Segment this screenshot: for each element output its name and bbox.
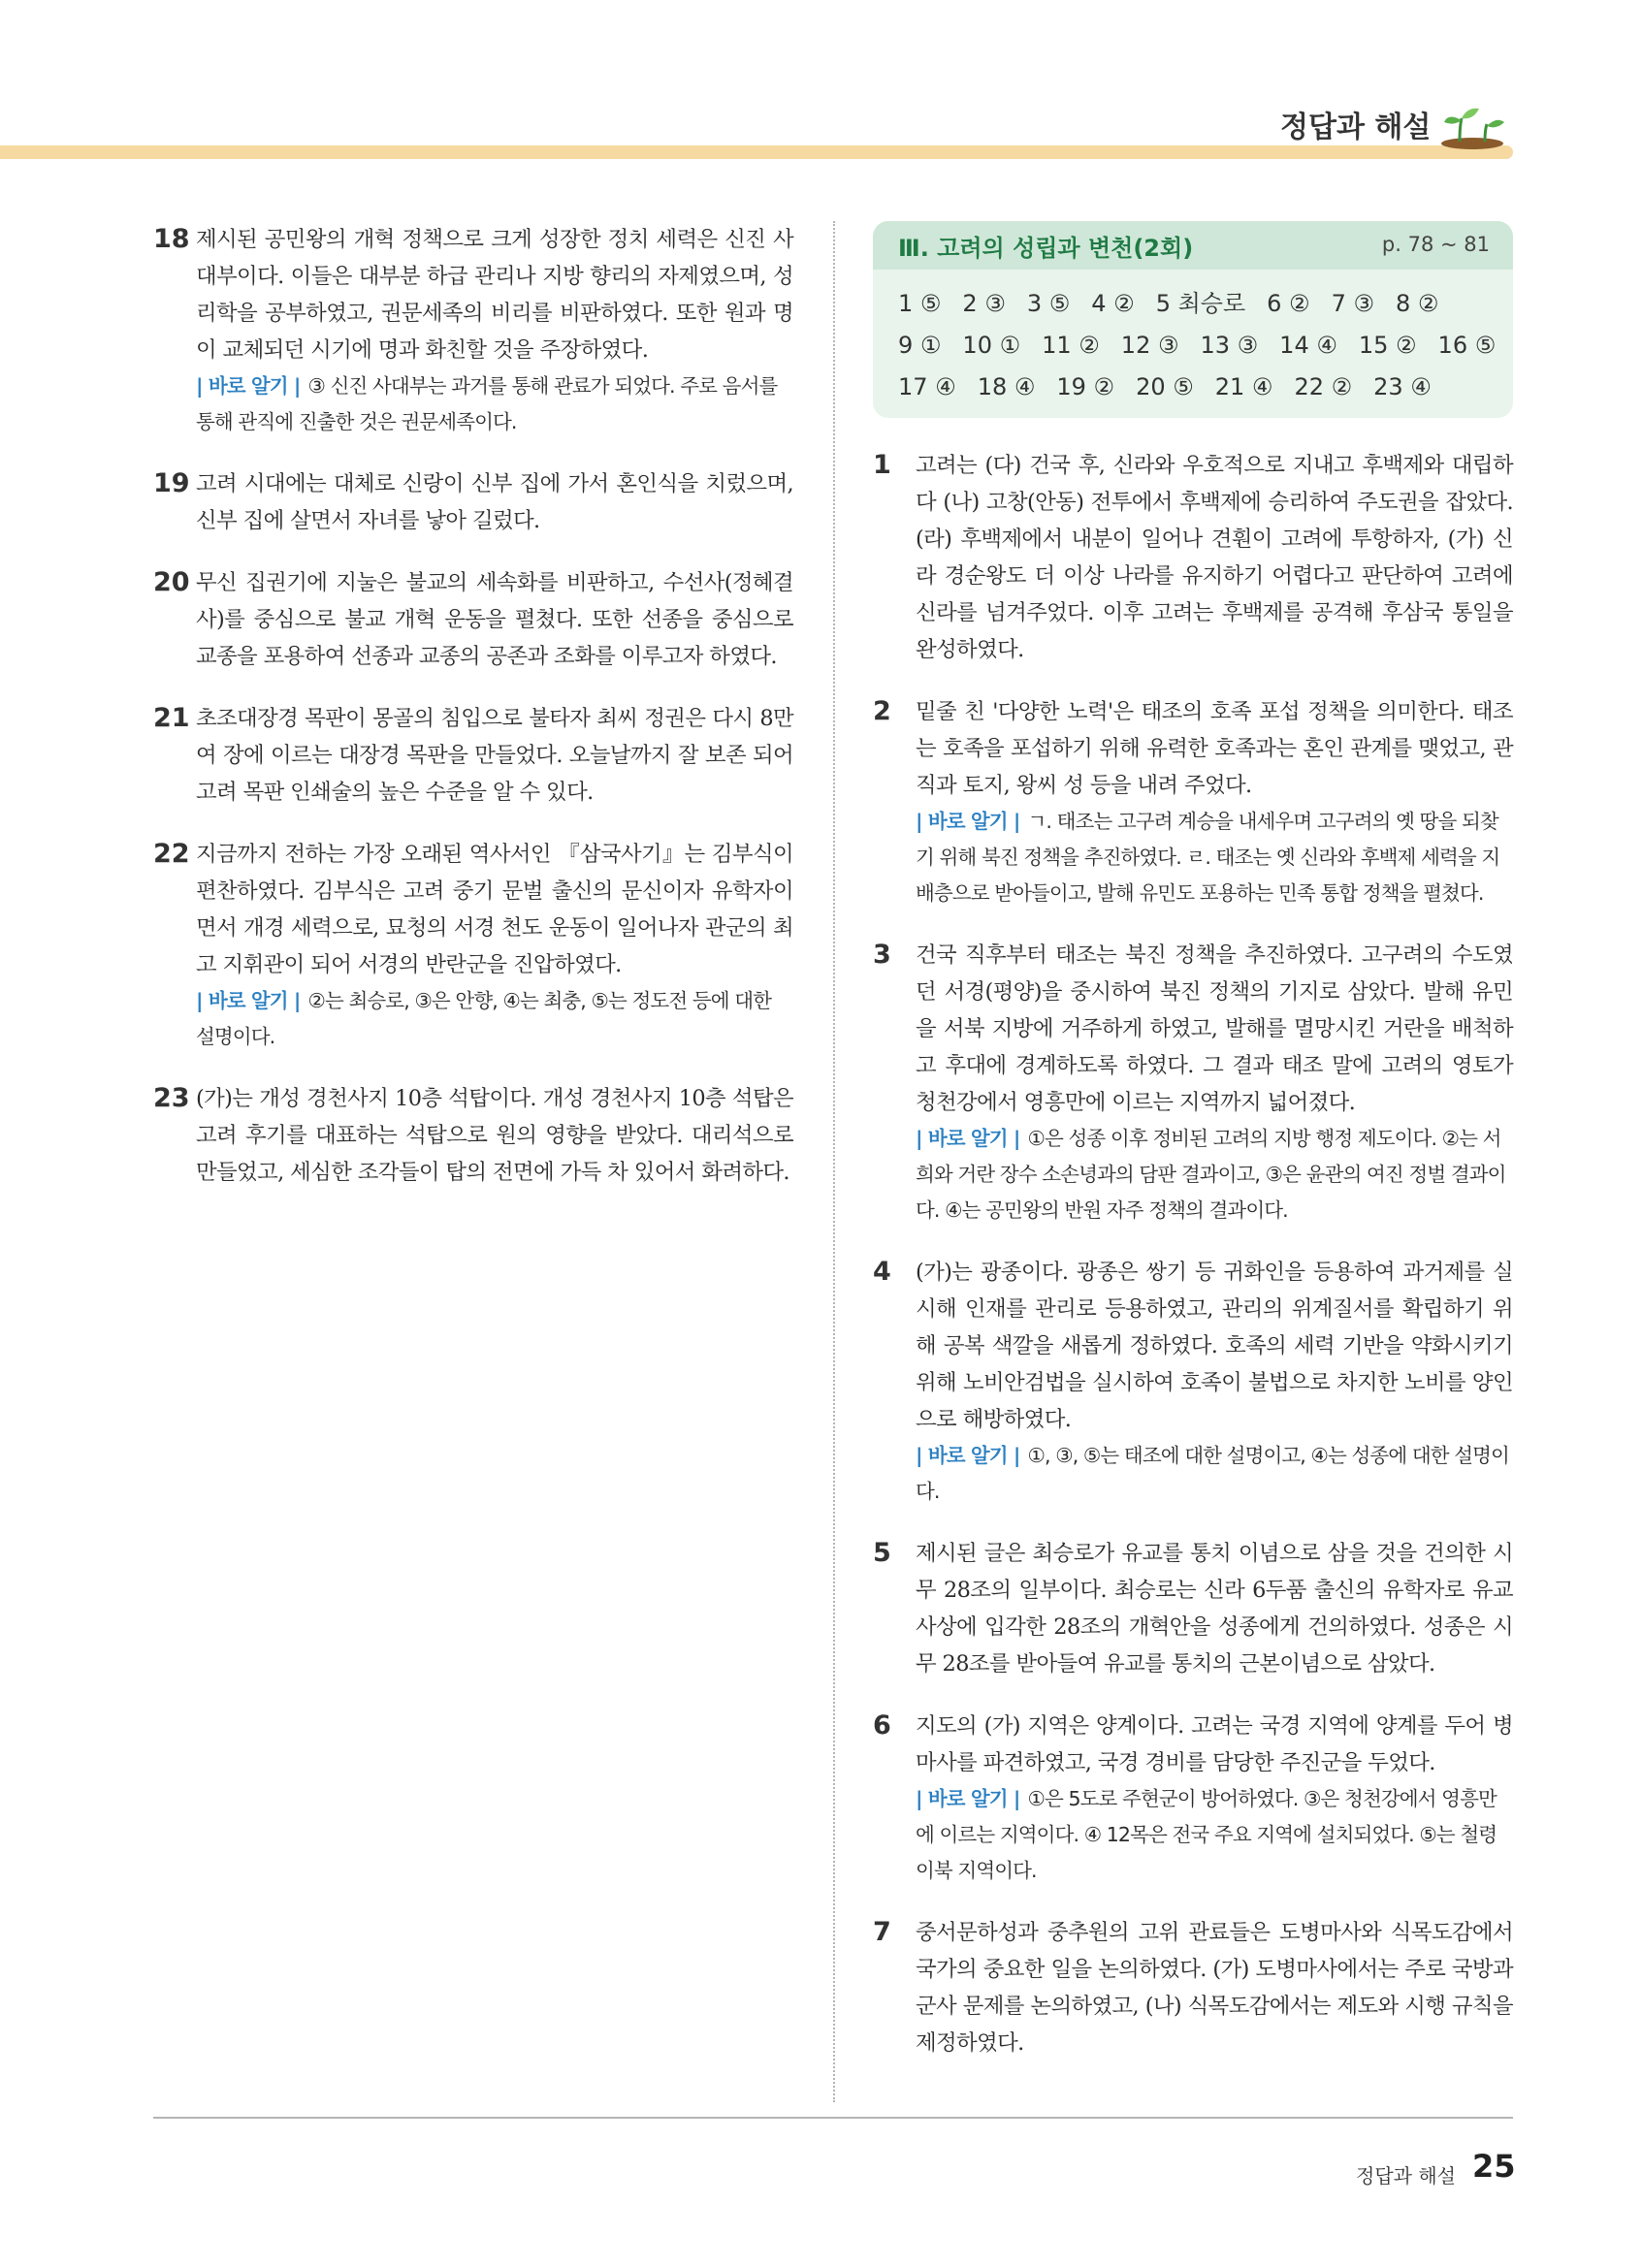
answer-cell: 2 ③ — [962, 290, 1006, 317]
answer-cell: 11 ② — [1042, 332, 1100, 359]
header-bar — [0, 145, 1513, 159]
item-number: 2 — [873, 696, 891, 726]
answer-row — [898, 367, 1494, 408]
answer-grid — [873, 270, 1513, 408]
note — [916, 1781, 1513, 1889]
item-number: 3 — [873, 940, 891, 970]
item-text: 제시된 글은 최승로가 유교를 통치 이념으로 삼을 것을 건의한 시무 28조의 일부이다. 최승로는 신라 6두품 출신의 유학자로 유교 사상에 입각한 28조의 개혁안을 성종에게 건의하였다. 성종은 시무 28조를 받아들여 유교를 통치의 근본이념으로 삼았다. — [916, 1541, 1513, 1677]
note-text: ③ 신진 사대부는 과거를 통해 관료가 되었다. 주로 음서를 통해 관직에 진출한 것은 권문세족이다. — [196, 374, 778, 433]
answer-cell: 7 ③ — [1331, 290, 1374, 317]
footer-rule — [153, 2117, 1513, 2119]
answer-cell: 10 ① — [962, 332, 1021, 359]
item-number: 23 — [153, 1083, 190, 1113]
item-number: 18 — [153, 224, 190, 254]
note-text: ①은 5도로 주현군이 방어하였다. ③은 청천강에서 영흥만에 이르는 지역이다. ④ 12목은 전국 주요 지역에 설치되었다. ⑤는 철령 이북 지역이다. — [916, 1787, 1497, 1882]
note-text: ②는 최승로, ③은 안향, ④는 최충, ⑤는 정도전 등에 대한 설명이다. — [196, 989, 772, 1048]
answer-cell: 9 ① — [898, 332, 942, 359]
item-text: (가)는 개성 경천사지 10층 석탑이다. 개성 경천사지 10층 석탑은 고려 후기를 대표하는 석탑으로 원의 영향을 받았다. 대리석으로 만들었고, 세심한 조각들이 탑의 전면에 가득 차 있어서 화려하다. — [196, 1086, 793, 1185]
list-item — [873, 937, 1513, 1229]
answer-cell: 16 ⑤ — [1437, 332, 1497, 359]
note-label: | 바로 알기 | — [196, 989, 301, 1012]
item-text: 지금까지 전하는 가장 오래된 역사서인 『삼국사기』는 김부식이 편찬하였다. 김부식은 고려 중기 문벌 출신의 문신이자 유학자이면서 개경 세력으로, 묘청의 서경 천도 운동이 일어나자 관군의 최고 지휘관이 되어 서경의 반란군을 진압하였다. — [196, 842, 793, 977]
note-label: | 바로 알기 | — [196, 374, 301, 398]
answer-cell: 15 ② — [1358, 332, 1417, 359]
answer-cell: 4 ② — [1091, 290, 1135, 317]
note-text: ①, ③, ⑤는 태조에 대한 설명이고, ④는 성종에 대한 설명이다. — [916, 1444, 1509, 1503]
list-item — [153, 836, 793, 1055]
item-text: 중서문하성과 중추원의 고위 관료들은 도병마사와 식목도감에서 국가의 중요한 일을 논의하였다. (가) 도병마사에서는 주로 국방과 군사 문제를 논의하였고, (나) 식목도감에서는 제도와 시행 규칙을 제정하였다. — [916, 1920, 1513, 2056]
answer-key-pages: p. 78 ~ 81 — [1381, 233, 1490, 256]
answer-row — [898, 325, 1497, 367]
list-item — [153, 465, 793, 539]
note — [916, 804, 1513, 911]
list-item — [153, 1080, 793, 1191]
answer-key-header — [873, 221, 1513, 270]
item-number: 1 — [873, 450, 891, 480]
answer-cell: 8 ② — [1395, 290, 1439, 317]
note — [196, 983, 793, 1055]
answer-cell: 18 ④ — [977, 373, 1036, 400]
item-text: 고려 시대에는 대체로 신랑이 신부 집에 가서 혼인식을 치렀으며, 신부 집에 살면서 자녀를 낳아 길렀다. — [196, 471, 793, 533]
answer-row — [898, 283, 1494, 325]
item-text: 고려는 (다) 건국 후, 신라와 우호적으로 지내고 후백제와 대립하다 (나) 고창(안동) 전투에서 후백제에 승리하여 주도권을 잡았다. (라) 후백제에서 내분이 일어나 견훤이 고려에 투항하자, (가) 신라 경순왕도 더 이상 나라를 유지하기 어렵다고 판단하여 고려에 신라를 넘겨주었다. 이후 고려는 후백제를 공격해 후삼국 통일을 완성하였다. — [916, 453, 1513, 662]
item-text: 무신 집권기에 지눌은 불교의 세속화를 비판하고, 수선사(정혜결사)를 중심으로 불교 개혁 운동을 펼쳤다. 또한 선종을 중심으로 교종을 포용하여 선종과 교종의 공존과 조화를 이루고자 하였다. — [196, 570, 793, 669]
answer-cell: 14 ④ — [1279, 332, 1337, 359]
note-label: | 바로 알기 | — [916, 810, 1020, 833]
note — [196, 368, 793, 440]
note — [916, 1121, 1513, 1229]
answer-key-box — [873, 221, 1513, 418]
note-text: ①은 성종 이후 정비된 고려의 지방 행정 제도이다. ②는 서희와 거란 장수 소손녕과의 담판 결과이고, ③은 윤관의 여진 정벌 결과이다. ④는 공민왕의 반원 자주 정책의 결과이다. — [916, 1127, 1506, 1222]
item-text: 제시된 공민왕의 개혁 정책으로 크게 성장한 정치 세력은 신진 사대부이다. 이들은 대부분 하급 관리나 지방 향리의 자제였으며, 성리학을 공부하였고, 권문세족의 비리를 비판하였다. 또한 원과 명이 교체되던 시기에 명과 화친할 것을 주장하였다. — [196, 227, 793, 363]
list-item — [153, 564, 793, 675]
note-label: | 바로 알기 | — [916, 1444, 1020, 1467]
answer-cell: 3 ⑤ — [1026, 290, 1071, 317]
item-number: 19 — [153, 468, 190, 498]
item-number: 22 — [153, 839, 190, 869]
note-label: | 바로 알기 | — [916, 1787, 1020, 1810]
list-item — [873, 1708, 1513, 1889]
right-column — [873, 221, 1513, 2087]
item-number: 6 — [873, 1710, 891, 1741]
note-text: ㄱ. 태조는 고구려 계승을 내세우며 고구려의 옛 땅을 되찾기 위해 북진 정책을 추진하였다. ㄹ. 태조는 옛 신라와 후백제 세력을 지배층으로 받아들이고, 발해 유민도 포용하는 민족 통합 정책을 펼쳤다. — [916, 810, 1500, 905]
answer-cell: 5 최승로 — [1155, 290, 1246, 317]
answer-cell: 19 ② — [1056, 373, 1115, 400]
item-text: 초조대장경 목판이 몽골의 침입으로 불타자 최씨 정권은 다시 8만여 장에 이르는 대장경 목판을 만들었다. 오늘날까지 잘 보존 되어 고려 목판 인쇄술의 높은 수준을 알 수 있다. — [196, 706, 793, 805]
item-text: 지도의 (가) 지역은 양계이다. 고려는 국경 지역에 양계를 두어 병마사를 파견하였고, 국경 경비를 담당한 주진군을 두었다. — [916, 1713, 1513, 1775]
item-number: 5 — [873, 1538, 891, 1568]
answer-cell: 13 ③ — [1200, 332, 1259, 359]
left-column — [153, 221, 793, 1216]
answer-cell: 12 ③ — [1120, 332, 1179, 359]
header-title: 정답과 해설 — [1280, 111, 1432, 144]
answer-cell: 22 ② — [1294, 373, 1353, 400]
item-text: (가)는 광종이다. 광종은 쌍기 등 귀화인을 등용하여 과거제를 실시해 인재를 관리로 등용하였고, 관리의 위계질서를 확립하기 위해 공복 색깔을 새롭게 정하였다. 호족의 세력 기반을 약화시키기 위해 노비안검법을 실시하여 호족이 불법으로 차지한 노비를 양인으로 해방하였다. — [916, 1260, 1513, 1432]
item-number: 4 — [873, 1257, 891, 1287]
answer-cell: 1 ⑤ — [898, 290, 942, 317]
list-item — [873, 1535, 1513, 1682]
list-item — [873, 1254, 1513, 1510]
item-text: 밑줄 친 '다양한 노력'은 태조의 호족 포섭 정책을 의미한다. 태조는 호족을 포섭하기 위해 유력한 호족과는 혼인 관계를 맺었고, 관직과 토지, 왕씨 성 등을 내려 주었다. — [916, 699, 1513, 798]
footer-label: 정답과 해설 — [1356, 2164, 1456, 2188]
answer-cell: 21 ④ — [1214, 373, 1273, 400]
note-label: | 바로 알기 | — [916, 1127, 1020, 1150]
answer-cell: 6 ② — [1267, 290, 1310, 317]
answer-key-title: Ⅲ. 고려의 성립과 변천(2회) — [898, 235, 1194, 262]
sprout-icon — [1438, 99, 1506, 149]
list-item — [153, 221, 793, 440]
list-item — [873, 1914, 1513, 2061]
item-number: 21 — [153, 703, 190, 733]
answer-cell: 23 ④ — [1373, 373, 1432, 400]
list-item — [873, 693, 1513, 911]
list-item — [153, 700, 793, 811]
column-divider — [833, 221, 835, 2102]
page-number: 25 — [1472, 2148, 1516, 2185]
answer-cell: 17 ④ — [898, 373, 956, 400]
item-text: 건국 직후부터 태조는 북진 정책을 추진하였다. 고구려의 수도였던 서경(평양)을 중시하여 북진 정책의 기지로 삼았다. 발해 유민을 서북 지방에 거주하게 하였고, 발해를 멸망시킨 거란을 배척하고 후대에 경계하도록 하였다. 그 결과 태조 말에 고려의 영토가 청천강에서 영흥만에 이르는 지역까지 넓어졌다. — [916, 942, 1513, 1115]
note — [916, 1438, 1513, 1510]
item-number: 7 — [873, 1917, 891, 1947]
answer-cell: 20 ⑤ — [1136, 373, 1194, 400]
item-number: 20 — [153, 567, 190, 597]
list-item — [873, 447, 1513, 668]
